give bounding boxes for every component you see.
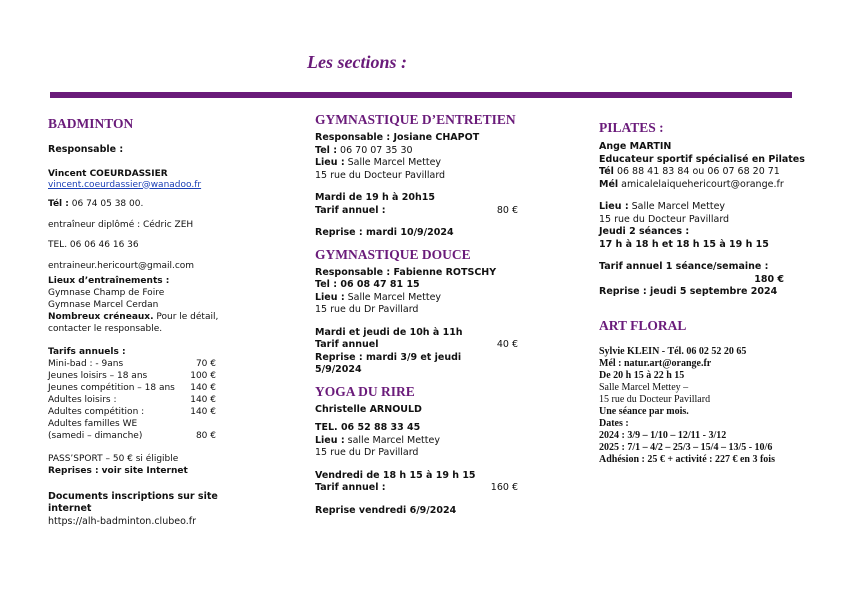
lieu-label: Lieu : [599, 201, 629, 212]
tel-value: 06 70 07 35 30 [337, 144, 413, 156]
gym-entretien-address: 15 rue du Docteur Pavillard [315, 169, 446, 181]
lieu-label: Lieu : [315, 434, 345, 446]
badminton-tel-label: Tél : [48, 198, 69, 209]
lieu-value: Salle Marcel Mettey [344, 157, 442, 168]
pilates-tarif-label: Tarif annuel 1 séance/semaine : [599, 261, 769, 272]
tel-value: 06 88 41 83 84 ou 06 07 68 20 71 [613, 166, 780, 177]
yoga-reprise: Reprise vendredi 6/9/2024 [315, 504, 457, 516]
gym-entretien-reprise: Reprise : mardi 10/9/2024 [315, 227, 454, 238]
badminton-lieux-label: Lieux d’entraînements : [48, 275, 170, 286]
gym-entretien-horaire: Mardi de 19 h à 20h15 [315, 192, 435, 203]
lieu-value: salle Marcel Mettey [344, 434, 440, 446]
lieu-value: Salle Marcel Mettey [628, 201, 726, 212]
pilates-seances: Jeudi 2 séances : [599, 226, 690, 237]
tarif-row [48, 358, 216, 370]
mel-value: amicalelaiquehericourt@orange.fr [618, 178, 784, 190]
tarif-label: Jeunes loisirs – 18 ans [48, 370, 148, 381]
badminton-coach: entraîneur diplômé : Cédric ZEH [48, 219, 194, 230]
gym-douce-lieu [315, 292, 555, 305]
badminton-lieu-1: Gymnase Champ de Foire [48, 287, 165, 298]
page-title: Les sections : [307, 52, 407, 72]
badminton-email-link[interactable]: vincent.coeurdassier@wanadoo.fr [48, 179, 202, 190]
art-floral-adhesion: Adhésion : 25 € + activité : 227 € en 3 fois [599, 453, 775, 465]
lieu-label: Lieu : [315, 291, 345, 303]
badminton-site-link[interactable]: https://alh-badminton.clubeo.fr [48, 515, 197, 527]
badminton-name: Vincent COEURDASSIER [48, 168, 168, 179]
tel-label: Tél [599, 166, 614, 177]
badminton-tel [48, 198, 278, 210]
tarif-price: 160 € [490, 482, 518, 493]
art-floral-lieu: Salle Marcel Mettey – [599, 381, 689, 393]
gym-entretien-tel [315, 145, 555, 158]
tarif-label: Tarif annuel : [315, 482, 386, 493]
badminton-tarifs-label: Tarifs annuels : [48, 346, 126, 357]
pilates-horaires: 17 h à 18 h et 18 h 15 à 19 h 15 [599, 238, 769, 250]
tarif-row [48, 394, 216, 406]
lieu-label: Lieu : [315, 157, 345, 168]
art-floral-title: ART FLORAL [599, 317, 687, 333]
badminton-passport: PASS’SPORT – 50 € si éligible [48, 453, 179, 464]
middle-column [315, 112, 555, 517]
badminton-documents: Documents inscriptions sur site internet [48, 490, 218, 514]
gym-douce-reprise: Reprise : mardi 3/9 et jeudi 5/9/2024 [315, 351, 462, 375]
pilates-title-text: PILATES : [599, 120, 664, 135]
art-floral-dates-2025: 2025 : 7/1 – 4/2 – 25/3 – 15/4 – 13/5 - 10/6 [599, 441, 773, 453]
gym-douce-tarif [315, 339, 518, 352]
pilates-tel [599, 166, 814, 179]
badminton-creneaux-text: Pour le détail, contacter le responsable. [48, 311, 219, 334]
badminton-tel-value: 06 74 05 38 00. [71, 198, 144, 209]
yoga-name: Christelle ARNOULD [315, 403, 422, 415]
tarif-price: 140 € [190, 406, 216, 417]
gym-douce-tel: Tel : 06 08 47 81 15 [315, 279, 420, 290]
gym-entretien-responsable: Responsable : Josiane CHAPOT [315, 132, 480, 143]
tarif-label: Jeunes compétition – 18 ans [48, 382, 175, 393]
pilates-address: 15 rue du Docteur Pavillard [599, 213, 730, 225]
badminton-lieu-2: Gymnase Marcel Cerdan [48, 299, 159, 310]
badminton-coach-tel: TEL. 06 06 46 16 36 [48, 239, 139, 250]
gym-entretien-lieu [315, 157, 555, 170]
right-column [599, 120, 814, 466]
pilates-lieu [599, 201, 814, 214]
pilates-tarif: 180 € [754, 273, 784, 285]
tarif-price: 40 € [496, 339, 518, 350]
pilates-title [599, 120, 814, 136]
gym-entretien-tarif [315, 205, 518, 218]
gym-douce-horaire: Mardi et jeudi de 10h à 11h [315, 326, 463, 338]
art-floral-frequence: Une séance par mois. [599, 405, 689, 417]
tarif-price: 140 € [190, 394, 216, 405]
tarif-price: 100 € [190, 370, 216, 381]
pilates-name: Ange MARTIN [599, 141, 672, 152]
gym-entretien-title: GYMNASTIQUE D’ENTRETIEN [315, 112, 516, 127]
tarif-we-label-2: (samedi – dimanche) [48, 430, 143, 441]
art-floral-dates-2024: 2024 : 3/9 – 1/10 – 12/11 - 3/12 [599, 429, 727, 441]
tarif-label: Tarif annuel : [315, 204, 386, 216]
gym-douce-title: GYMNASTIQUE DOUCE [315, 246, 471, 262]
tarif-row [48, 406, 216, 418]
pilates-educateur: Educateur sportif spécialisé en Pilates [599, 153, 805, 165]
art-floral-horaire: De 20 h 15 à 22 h 15 [599, 369, 685, 381]
art-floral-contact: Sylvie KLEIN - Tél. 06 02 52 20 65 [599, 345, 747, 357]
responsable-label: Responsable [315, 266, 384, 278]
tarif-label: Tarif annuel [315, 339, 379, 350]
yoga-tarif [315, 482, 518, 495]
responsable-name: : Fabienne ROTSCHY [383, 266, 497, 278]
badminton-reprises: Reprises : voir site Internet [48, 465, 188, 476]
art-floral-dates-label: Dates : [599, 417, 629, 429]
yoga-title: YOGA DU RIRE [315, 383, 415, 399]
pilates-mel [599, 179, 814, 192]
badminton-creneaux-bold: Nombreux créneaux. [48, 311, 154, 322]
tarif-label: Adultes loisirs : [48, 394, 117, 405]
tarif-price: 140 € [190, 382, 216, 393]
tarif-label: Adultes compétition : [48, 406, 145, 417]
tarif-row [48, 382, 216, 394]
gym-douce-address: 15 rue du Dr Pavillard [315, 304, 419, 315]
pilates-reprise: Reprise : jeudi 5 septembre 2024 [599, 286, 778, 297]
tarif-we-label-1: Adultes familles WE [48, 418, 138, 429]
badminton-section [48, 116, 278, 528]
mel-label: Mél [599, 178, 619, 190]
badminton-title: BADMINTON [48, 116, 134, 131]
gym-douce-responsable [315, 267, 555, 280]
badminton-responsable-label: Responsable : [48, 144, 124, 155]
header-divider [50, 92, 792, 98]
yoga-lieu [315, 435, 555, 448]
tarif-price: 80 € [496, 204, 518, 216]
tarif-row-we [48, 430, 216, 442]
art-floral-mel: Mél : natur.art@orange.fr [599, 357, 712, 369]
tel-label: Tel : [315, 144, 338, 156]
tarif-price: 70 € [195, 358, 216, 369]
tarif-label: Mini-bad : - 9ans [48, 358, 124, 369]
yoga-horaire: Vendredi de 18 h 15 à 19 h 15 [315, 469, 476, 481]
art-floral-address: 15 rue du Docteur Pavillard [599, 393, 711, 405]
yoga-tel: TEL. 06 52 88 33 45 [315, 422, 421, 433]
yoga-address: 15 rue du Dr Pavillard [315, 447, 419, 458]
badminton-creneaux [48, 311, 228, 335]
tarif-we-price: 80 € [195, 430, 216, 441]
tarif-row [48, 370, 216, 382]
badminton-coach-email: entraineur.hericourt@gmail.com [48, 260, 195, 271]
lieu-value: Salle Marcel Mettey [344, 291, 442, 303]
